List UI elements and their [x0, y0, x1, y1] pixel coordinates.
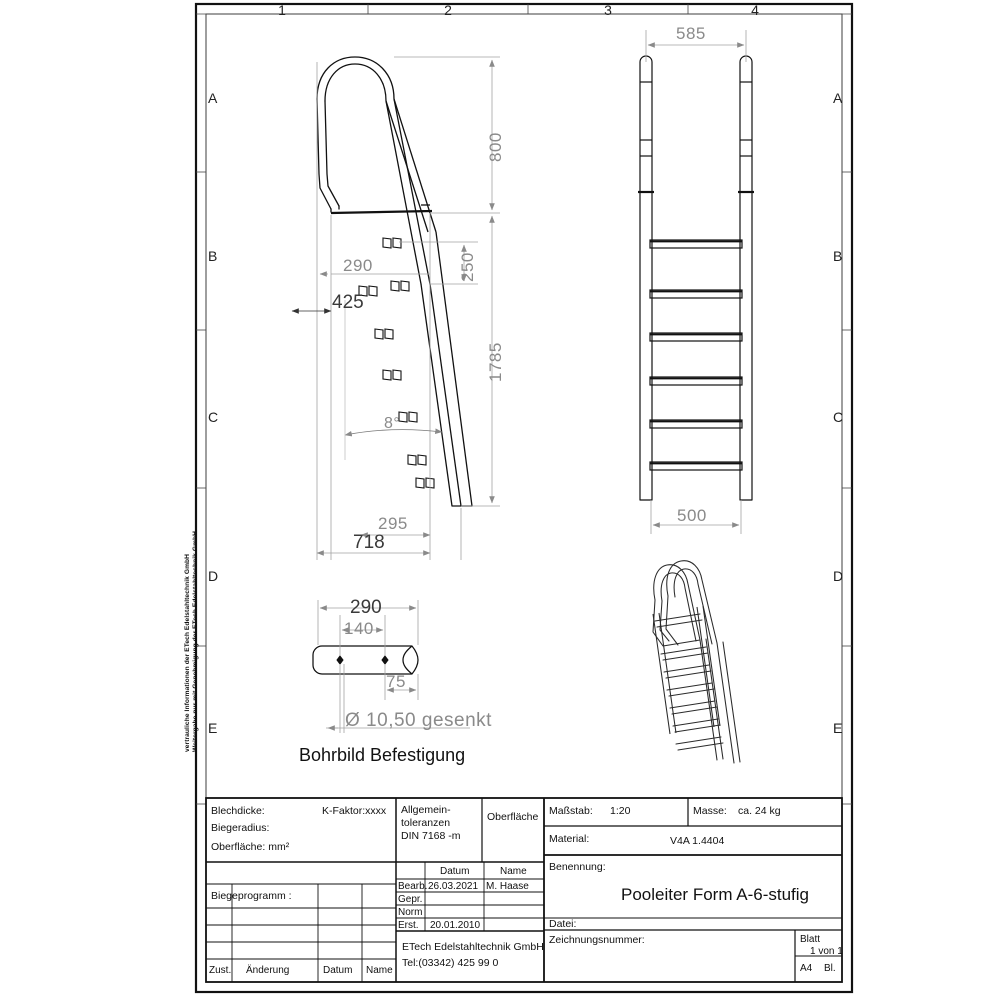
dim-handrail-offset: 250: [458, 252, 477, 282]
material-value: V4A 1.4404: [670, 835, 725, 847]
approval-role-gepr: Gepr.: [398, 894, 423, 905]
blechdicke-label: Blechdicke:: [211, 805, 265, 817]
revision-header-zust: Zust.: [209, 965, 232, 976]
front-view-geometry: [640, 56, 752, 500]
dim-handrail-width: 290: [343, 256, 373, 275]
zone-column-1: 1: [278, 2, 286, 18]
blatt-label: Blatt: [800, 934, 821, 945]
zone-column-4: 4: [751, 2, 759, 18]
biegeradius-label: Biegeradius:: [211, 822, 270, 834]
dim-hole-edge: 75: [386, 672, 406, 691]
dim-outer-width: 585: [676, 24, 706, 43]
revision-header-datum: Datum: [323, 965, 353, 976]
zone-row-e-right: E: [833, 720, 843, 736]
blatt-value: 1 von 1: [810, 946, 843, 957]
zone-row-d-right: D: [833, 568, 844, 584]
dim-handrail-reach: 425: [332, 292, 364, 313]
approval-role-erst: Erst.: [398, 920, 419, 931]
dim-rail-angle: 8°: [384, 415, 401, 432]
zone-row-b-left: B: [208, 248, 218, 264]
front-view-steps: [650, 240, 742, 470]
dim-foot-offset: 295: [378, 514, 408, 533]
approval-col-name: Name: [500, 866, 527, 877]
benennung-value: Pooleiter Form A-6-stufig: [621, 885, 810, 904]
oberflaeche-label: Oberfläche: mm²: [211, 841, 290, 853]
approval-role-norm: Norm: [398, 907, 423, 918]
confidentiality-note-line2: Weitergabe nur mit Genehmigung der ETech Edelstahltechnik GmbH: [192, 530, 199, 752]
approval-datum-erst: 20.01.2010: [430, 920, 481, 931]
bl-label: Bl.: [824, 963, 836, 974]
side-view-geometry: [317, 57, 430, 284]
approval-role-bearb: Bearb.: [398, 881, 428, 892]
approval-datum-bearb: 26.03.2021: [428, 881, 479, 892]
revision-header-aenderung: Änderung: [246, 965, 290, 976]
sheet-border: [196, 4, 852, 992]
revision-header-name: Name: [366, 965, 393, 976]
detail-plate-geometry: [313, 646, 418, 674]
dim-hole-spacing: 140: [344, 619, 374, 638]
dim-rail-length: 1785: [486, 342, 505, 382]
datei-label: Datei:: [549, 918, 577, 930]
company-name: ETech Edelstahltechnik GmbH: [402, 941, 544, 953]
zone-column-3: 3: [604, 2, 612, 18]
company-phone: Tel:(03342) 425 99 0: [402, 957, 499, 969]
zeichnungsnummer-label: Zeichnungsnummer:: [549, 934, 645, 946]
detail-view-title: Bohrbild Befestigung: [299, 745, 466, 765]
zone-row-c-right: C: [833, 409, 844, 425]
approval-name-bearb: M. Haase: [486, 881, 529, 892]
zone-column-2: 2: [444, 2, 452, 18]
zone-row-e-left: E: [208, 720, 218, 736]
dim-plate-width: 290: [350, 597, 382, 618]
zone-separators: [196, 4, 852, 982]
approval-col-datum: Datum: [440, 866, 470, 877]
confidentiality-note-line1: vertrauliche Informationen der ETech Edelstahltechnik GmbH: [184, 553, 191, 752]
oberflaeche-header: Oberfläche: [487, 811, 539, 823]
format-label: A4: [800, 963, 813, 974]
kfaktor-label: K-Faktor:xxxx: [322, 805, 387, 817]
dim-overall-height-top: 800: [486, 132, 505, 162]
front-view-dimension-lines: [646, 30, 746, 534]
zone-row-a-right: A: [833, 90, 843, 106]
dim-inner-width: 500: [677, 506, 707, 525]
detail-hole-markers: [337, 656, 388, 664]
hole-note: Ø 10,50 gesenkt: [345, 710, 492, 731]
allgemeintoleranzen-line1: Allgemein-: [401, 804, 451, 816]
allgemeintoleranzen-line2: toleranzen: [401, 817, 451, 829]
zone-row-d-left: D: [208, 568, 219, 584]
massstab-label: Maßstab:: [549, 805, 593, 817]
material-label: Material:: [549, 833, 590, 845]
masse-label: Masse:: [693, 805, 727, 817]
zone-row-c-left: C: [208, 409, 219, 425]
allgemeintoleranzen-line3: DIN 7168 -m: [401, 830, 461, 842]
dim-overall-depth: 718: [353, 532, 385, 553]
zone-row-a-left: A: [208, 90, 218, 106]
masse-value: ca. 24 kg: [738, 805, 781, 817]
benennung-label: Benennung:: [549, 861, 606, 873]
zone-row-b-right: B: [833, 248, 843, 264]
biegeprogramm-label: Biegeprogramm :: [211, 890, 292, 902]
massstab-value: 1:20: [610, 805, 631, 817]
mounting-plate: [331, 211, 432, 213]
